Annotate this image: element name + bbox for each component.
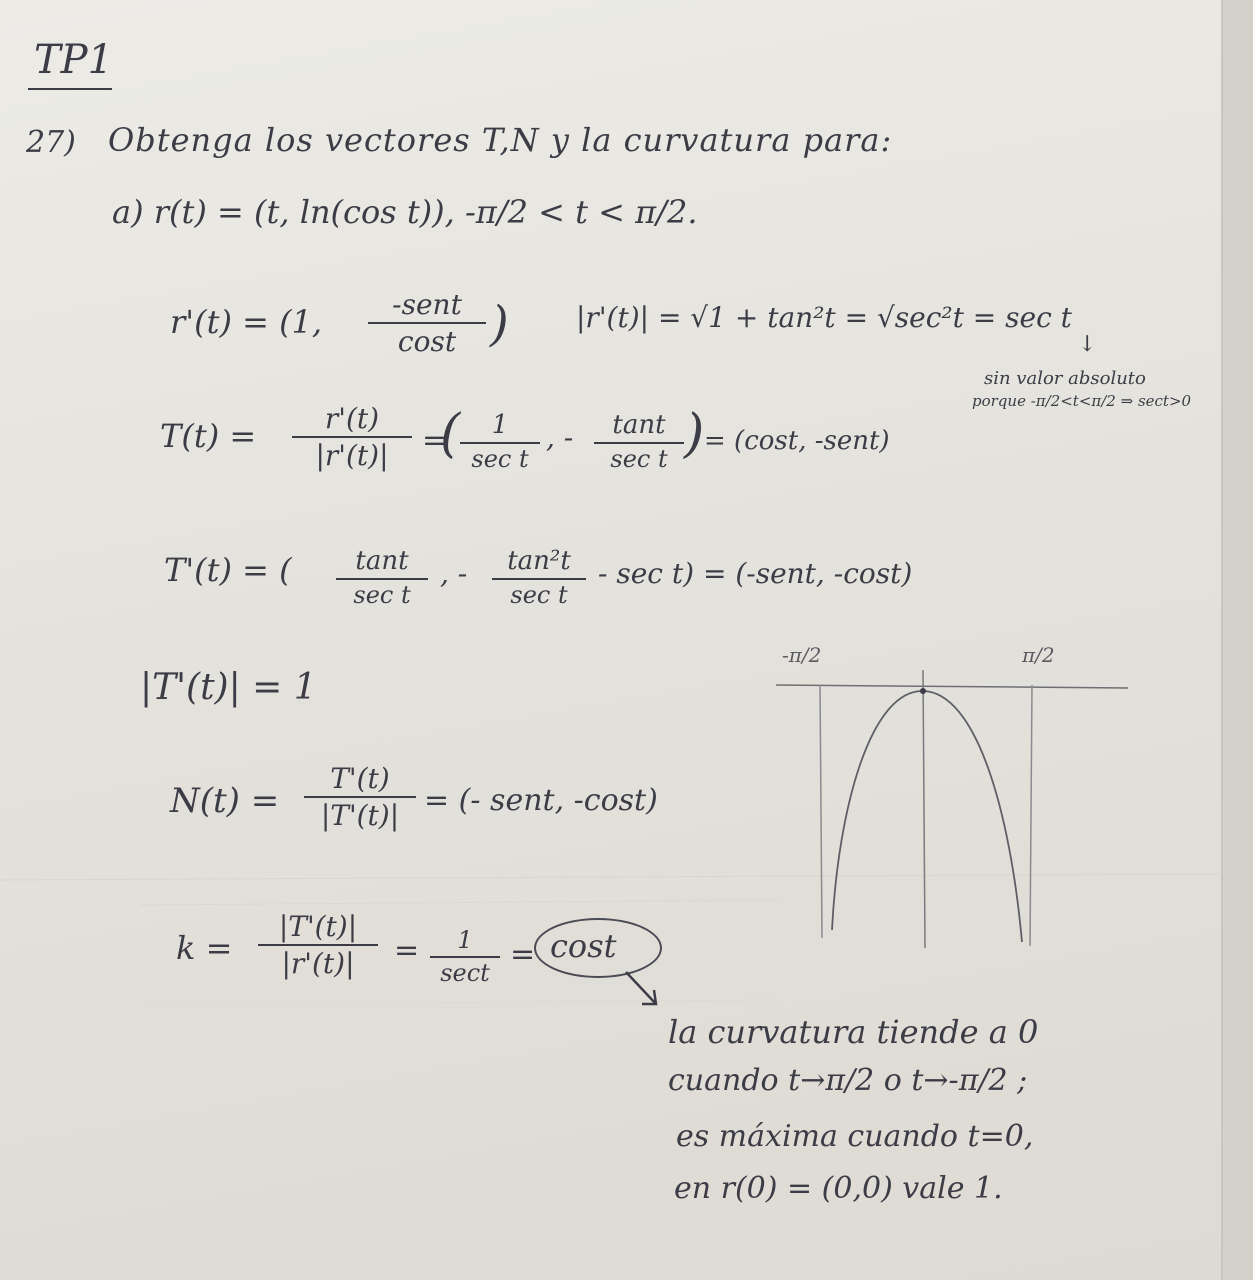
conclusion-line-3: es máxima cuando t=0, (676, 1119, 1034, 1154)
curvature-f1-denominator: |r'(t)| (281, 947, 355, 981)
fraction-bar (336, 578, 428, 580)
fraction-bar (258, 944, 378, 946)
normal-lhs: N(t) = (170, 781, 280, 821)
fraction-bar (430, 956, 500, 958)
tangent-derivative-fraction-2 (492, 548, 586, 608)
tangent-fraction-2 (460, 412, 540, 472)
tangent-fraction-1 (292, 404, 412, 471)
graph-horizontal-axis (776, 685, 1128, 688)
derivative-lhs: r'(t) = (1, (170, 303, 323, 341)
td-f2-denominator: sec t (510, 581, 568, 610)
graph-max-point (920, 688, 926, 694)
derivative-denominator: cost (397, 325, 457, 359)
conclusion-line-1: la curvatura tiende a 0 (668, 1013, 1039, 1051)
normal-denominator: |T'(t)| (320, 799, 400, 833)
curvature-fraction-1 (258, 912, 378, 979)
curvature-f2-denominator: sect (440, 959, 490, 988)
curvature-equals: = (394, 933, 420, 968)
tangent-derivative-lhs: T'(t) = ( (164, 551, 292, 589)
conclusion-arrow (620, 968, 670, 1012)
curvature-f2-numerator: 1 (457, 926, 473, 954)
tangent-norm: |T'(t)| = 1 (140, 667, 317, 708)
curvature-result: cost (550, 927, 617, 965)
note-arrow: ↓ (1078, 332, 1097, 357)
curvature-fraction-2 (430, 928, 500, 986)
header-underline (28, 88, 112, 90)
graph-label-left: -π/2 (782, 643, 822, 667)
exercise-number: 27) (26, 125, 76, 160)
graph-asymptote-left (820, 685, 822, 938)
derivative-fraction (368, 290, 486, 357)
tangent-derivative-separator: , - (440, 557, 468, 590)
tangent-f2-numerator: 1 (491, 410, 509, 440)
graph-asymptote-right (1030, 685, 1032, 946)
fraction-bar (368, 322, 486, 324)
tangent-f3-denominator: sec t (610, 445, 668, 474)
graph-label-right: π/2 (1022, 643, 1055, 667)
note-line-1: sin valor absoluto (984, 368, 1146, 389)
conclusion-line-2: cuando t→π/2 o t→-π/2 ; (668, 1063, 1028, 1098)
tangent-lhs: T(t) = (160, 417, 257, 455)
td-f2-numerator: tan²t (507, 546, 571, 576)
derivative-norm: |r'(t)| = √1 + tan²t = √sec²t = sec t (576, 301, 1072, 334)
tangent-f2-denominator: sec t (471, 445, 529, 474)
normal-result: = (- sent, -cost) (424, 783, 658, 818)
tangent-fraction-3 (594, 412, 684, 472)
tangent-close-paren: ) (684, 404, 705, 464)
tangent-f3-numerator: tant (612, 410, 666, 440)
td-f1-denominator: sec t (353, 581, 411, 610)
graph-curve (832, 691, 1022, 942)
tangent-result: = (cost, -sent) (704, 426, 890, 456)
fraction-bar (304, 796, 416, 798)
derivative-numerator: -sent (392, 288, 462, 321)
tangent-open-paren: ( (440, 404, 461, 464)
normal-numerator: T'(t) (330, 762, 390, 795)
header-label: TP1 (34, 37, 114, 83)
curvature-equals-2: = (510, 937, 536, 972)
curvature-lhs: k = (176, 929, 233, 967)
graph-vertical-axis (923, 670, 925, 948)
tangent-derivative-fraction-1 (336, 548, 428, 608)
conclusion-line-4: en r(0) = (0,0) vale 1. (674, 1171, 1003, 1206)
tangent-separator: , - (546, 421, 574, 454)
fraction-bar (292, 436, 412, 438)
derivative-close: ) (490, 296, 509, 352)
fraction-bar (594, 442, 684, 444)
td-f1-numerator: tant (355, 546, 409, 576)
tangent-equals: = (422, 423, 448, 458)
exercise-part-a: a) r(t) = (t, ln(cos t)), -π/2 < t < π/2. (112, 193, 698, 231)
curvature-graph (760, 630, 1140, 960)
normal-fraction (304, 764, 416, 831)
tangent-f1-numerator: r'(t) (324, 402, 380, 435)
curvature-f1-numerator: |T'(t)| (278, 910, 358, 943)
tangent-f1-denominator: |r'(t)| (315, 439, 389, 473)
note-line-2: porque -π/2<t<π/2 ⇒ sect>0 (972, 392, 1192, 410)
exercise-statement: Obtenga los vectores T,N y la curvatura para: (108, 121, 893, 159)
fraction-bar (460, 442, 540, 444)
tangent-derivative-rest: - sec t) = (-sent, -cost) (598, 557, 913, 590)
fraction-bar (492, 578, 586, 580)
